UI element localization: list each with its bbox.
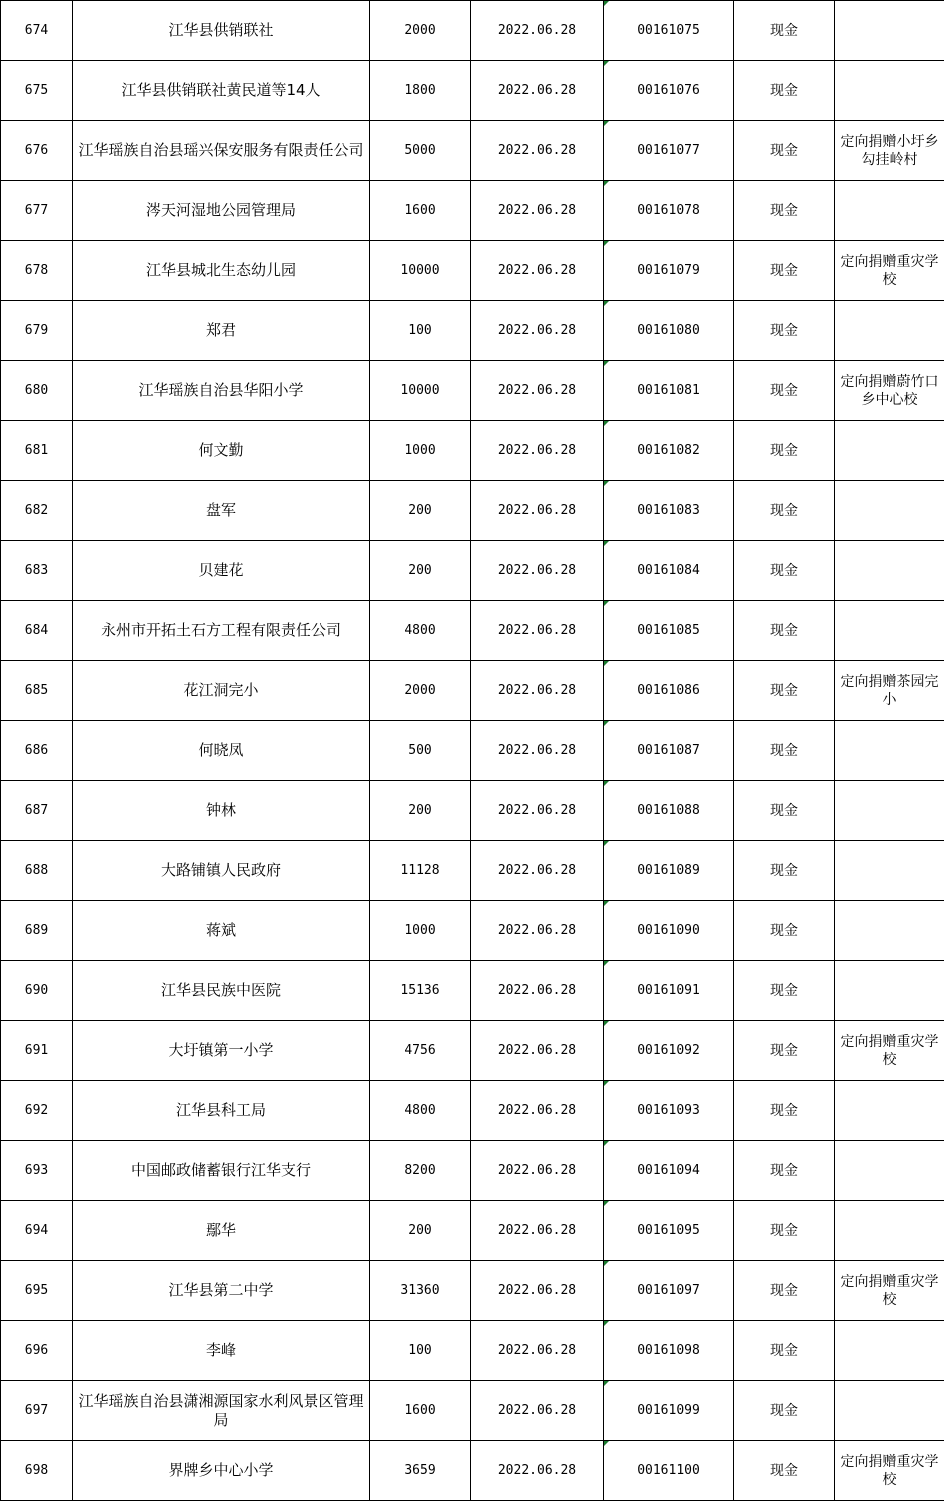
table-row — [1, 721, 944, 781]
row-number-cell: 692 — [1, 1081, 73, 1141]
donor-name-cell: 江华县科工局 — [73, 1081, 370, 1141]
date-cell: 2022.06.28 — [471, 1201, 604, 1261]
cell-corner-marker-icon — [604, 781, 609, 786]
amount-cell: 1600 — [370, 1381, 471, 1441]
receipt-number-cell: 00161090 — [604, 901, 734, 961]
note-cell: 定向捐赠小圩乡勾挂岭村 — [835, 121, 944, 181]
donor-name-cell: 中国邮政储蓄银行江华支行 — [73, 1141, 370, 1201]
donor-name-cell: 江华瑶族自治县瑶兴保安服务有限责任公司 — [73, 121, 370, 181]
receipt-number-cell: 00161076 — [604, 61, 734, 121]
donor-name-cell: 蒋斌 — [73, 901, 370, 961]
date-cell: 2022.06.28 — [471, 1321, 604, 1381]
receipt-number-cell: 00161100 — [604, 1441, 734, 1501]
payment-method-cell: 现金 — [734, 541, 835, 601]
receipt-number-cell: 00161083 — [604, 481, 734, 541]
row-number-cell: 679 — [1, 301, 73, 361]
date-cell: 2022.06.28 — [471, 121, 604, 181]
table-row — [1, 1321, 944, 1381]
note-cell — [835, 1081, 944, 1141]
amount-cell: 200 — [370, 541, 471, 601]
receipt-number-cell: 00161089 — [604, 841, 734, 901]
note-cell — [835, 301, 944, 361]
payment-method-cell: 现金 — [734, 121, 835, 181]
note-cell — [835, 781, 944, 841]
row-number-cell: 675 — [1, 61, 73, 121]
note-cell — [835, 721, 944, 781]
table-row — [1, 901, 944, 961]
amount-cell: 1600 — [370, 181, 471, 241]
payment-method-cell: 现金 — [734, 1201, 835, 1261]
payment-method-cell: 现金 — [734, 721, 835, 781]
donor-name-cell: 江华县供销联社 — [73, 1, 370, 61]
receipt-number-cell: 00161098 — [604, 1321, 734, 1381]
date-cell: 2022.06.28 — [471, 961, 604, 1021]
donor-name-cell: 李峰 — [73, 1321, 370, 1381]
date-cell: 2022.06.28 — [471, 421, 604, 481]
donor-name-cell: 钟林 — [73, 781, 370, 841]
note-cell — [835, 1141, 944, 1201]
payment-method-cell: 现金 — [734, 601, 835, 661]
payment-method-cell: 现金 — [734, 1081, 835, 1141]
row-number-cell: 683 — [1, 541, 73, 601]
note-cell — [835, 1321, 944, 1381]
note-cell — [835, 421, 944, 481]
table-row — [1, 241, 944, 301]
amount-cell: 1000 — [370, 901, 471, 961]
receipt-number-cell: 00161079 — [604, 241, 734, 301]
payment-method-cell: 现金 — [734, 1261, 835, 1321]
note-cell — [835, 61, 944, 121]
row-number-cell: 676 — [1, 121, 73, 181]
date-cell: 2022.06.28 — [471, 841, 604, 901]
donor-name-cell: 花江洞完小 — [73, 661, 370, 721]
row-number-cell: 674 — [1, 1, 73, 61]
table-row — [1, 781, 944, 841]
donor-name-cell: 盘军 — [73, 481, 370, 541]
table-row — [1, 361, 944, 421]
table-row — [1, 661, 944, 721]
date-cell: 2022.06.28 — [471, 901, 604, 961]
amount-cell: 2000 — [370, 661, 471, 721]
payment-method-cell: 现金 — [734, 1021, 835, 1081]
cell-corner-marker-icon — [604, 961, 609, 966]
receipt-number-cell: 00161097 — [604, 1261, 734, 1321]
donor-name-cell: 何文勤 — [73, 421, 370, 481]
note-cell: 定向捐赠重灾学校 — [835, 241, 944, 301]
receipt-number-cell: 00161088 — [604, 781, 734, 841]
row-number-cell: 693 — [1, 1141, 73, 1201]
donor-name-cell: 何晓凤 — [73, 721, 370, 781]
row-number-cell: 698 — [1, 1441, 73, 1501]
receipt-number-cell: 00161081 — [604, 361, 734, 421]
receipt-number-cell: 00161092 — [604, 1021, 734, 1081]
table-row — [1, 181, 944, 241]
payment-method-cell: 现金 — [734, 1321, 835, 1381]
donor-name-cell: 江华瑶族自治县潇湘源国家水利风景区管理局 — [73, 1381, 370, 1441]
cell-corner-marker-icon — [604, 181, 609, 186]
donor-name-cell: 鄢华 — [73, 1201, 370, 1261]
note-cell: 定向捐赠重灾学校 — [835, 1021, 944, 1081]
table-row — [1, 1381, 944, 1441]
donor-name-cell: 永州市开拓土石方工程有限责任公司 — [73, 601, 370, 661]
donor-name-cell: 涔天河湿地公园管理局 — [73, 181, 370, 241]
amount-cell: 200 — [370, 781, 471, 841]
row-number-cell: 691 — [1, 1021, 73, 1081]
receipt-number-cell: 00161093 — [604, 1081, 734, 1141]
receipt-number-cell: 00161078 — [604, 181, 734, 241]
donor-name-cell: 江华县供销联社黄民道等14人 — [73, 61, 370, 121]
amount-cell: 200 — [370, 481, 471, 541]
receipt-number-cell: 00161085 — [604, 601, 734, 661]
date-cell: 2022.06.28 — [471, 241, 604, 301]
cell-corner-marker-icon — [604, 1201, 609, 1206]
cell-corner-marker-icon — [604, 541, 609, 546]
row-number-cell: 686 — [1, 721, 73, 781]
cell-corner-marker-icon — [604, 241, 609, 246]
amount-cell: 200 — [370, 1201, 471, 1261]
date-cell: 2022.06.28 — [471, 1141, 604, 1201]
receipt-number-cell: 00161077 — [604, 121, 734, 181]
donor-name-cell: 江华县民族中医院 — [73, 961, 370, 1021]
amount-cell: 10000 — [370, 361, 471, 421]
amount-cell: 1000 — [370, 421, 471, 481]
date-cell: 2022.06.28 — [471, 301, 604, 361]
cell-corner-marker-icon — [604, 61, 609, 66]
receipt-number-cell: 00161087 — [604, 721, 734, 781]
payment-method-cell: 现金 — [734, 241, 835, 301]
row-number-cell: 684 — [1, 601, 73, 661]
cell-corner-marker-icon — [604, 121, 609, 126]
payment-method-cell: 现金 — [734, 361, 835, 421]
cell-corner-marker-icon — [604, 361, 609, 366]
row-number-cell: 681 — [1, 421, 73, 481]
date-cell: 2022.06.28 — [471, 1261, 604, 1321]
donor-name-cell: 界牌乡中心小学 — [73, 1441, 370, 1501]
row-number-cell: 689 — [1, 901, 73, 961]
row-number-cell: 696 — [1, 1321, 73, 1381]
table-row — [1, 1441, 944, 1501]
table-row — [1, 1261, 944, 1321]
table-row — [1, 301, 944, 361]
table-row — [1, 1, 944, 61]
receipt-number-cell: 00161086 — [604, 661, 734, 721]
note-cell — [835, 841, 944, 901]
date-cell: 2022.06.28 — [471, 1021, 604, 1081]
payment-method-cell: 现金 — [734, 1, 835, 61]
date-cell: 2022.06.28 — [471, 481, 604, 541]
donor-name-cell: 郑君 — [73, 301, 370, 361]
amount-cell: 15136 — [370, 961, 471, 1021]
row-number-cell: 688 — [1, 841, 73, 901]
amount-cell: 8200 — [370, 1141, 471, 1201]
row-number-cell: 690 — [1, 961, 73, 1021]
note-cell — [835, 961, 944, 1021]
cell-corner-marker-icon — [604, 421, 609, 426]
date-cell: 2022.06.28 — [471, 1081, 604, 1141]
table-row — [1, 421, 944, 481]
table-row — [1, 1201, 944, 1261]
amount-cell: 1800 — [370, 61, 471, 121]
amount-cell: 31360 — [370, 1261, 471, 1321]
receipt-number-cell: 00161094 — [604, 1141, 734, 1201]
cell-corner-marker-icon — [604, 601, 609, 606]
amount-cell: 2000 — [370, 1, 471, 61]
row-number-cell: 682 — [1, 481, 73, 541]
date-cell: 2022.06.28 — [471, 1, 604, 61]
donor-name-cell: 大路铺镇人民政府 — [73, 841, 370, 901]
cell-corner-marker-icon — [604, 901, 609, 906]
donor-name-cell: 贝建花 — [73, 541, 370, 601]
donor-name-cell: 大圩镇第一小学 — [73, 1021, 370, 1081]
table-row — [1, 961, 944, 1021]
amount-cell: 100 — [370, 301, 471, 361]
table-row — [1, 1021, 944, 1081]
note-cell: 定向捐赠重灾学校 — [835, 1441, 944, 1501]
table-row — [1, 481, 944, 541]
payment-method-cell: 现金 — [734, 481, 835, 541]
cell-corner-marker-icon — [604, 301, 609, 306]
amount-cell: 4756 — [370, 1021, 471, 1081]
payment-method-cell: 现金 — [734, 781, 835, 841]
note-cell — [835, 901, 944, 961]
donor-name-cell: 江华县第二中学 — [73, 1261, 370, 1321]
note-cell — [835, 181, 944, 241]
note-cell: 定向捐赠蔚竹口乡中心校 — [835, 361, 944, 421]
date-cell: 2022.06.28 — [471, 721, 604, 781]
amount-cell: 11128 — [370, 841, 471, 901]
date-cell: 2022.06.28 — [471, 181, 604, 241]
payment-method-cell: 现金 — [734, 181, 835, 241]
receipt-number-cell: 00161082 — [604, 421, 734, 481]
table-row — [1, 61, 944, 121]
note-cell: 定向捐赠茶园完小 — [835, 661, 944, 721]
amount-cell: 3659 — [370, 1441, 471, 1501]
amount-cell: 4800 — [370, 601, 471, 661]
cell-corner-marker-icon — [604, 841, 609, 846]
row-number-cell: 678 — [1, 241, 73, 301]
cell-corner-marker-icon — [604, 1441, 609, 1446]
date-cell: 2022.06.28 — [471, 361, 604, 421]
payment-method-cell: 现金 — [734, 961, 835, 1021]
table-row — [1, 1081, 944, 1141]
donor-name-cell: 江华瑶族自治县华阳小学 — [73, 361, 370, 421]
payment-method-cell: 现金 — [734, 421, 835, 481]
row-number-cell: 697 — [1, 1381, 73, 1441]
amount-cell: 10000 — [370, 241, 471, 301]
donor-name-cell: 江华县城北生态幼儿园 — [73, 241, 370, 301]
amount-cell: 5000 — [370, 121, 471, 181]
table-row — [1, 121, 944, 181]
receipt-number-cell: 00161099 — [604, 1381, 734, 1441]
note-cell — [835, 541, 944, 601]
row-number-cell: 677 — [1, 181, 73, 241]
cell-corner-marker-icon — [604, 481, 609, 486]
row-number-cell: 695 — [1, 1261, 73, 1321]
amount-cell: 4800 — [370, 1081, 471, 1141]
cell-corner-marker-icon — [604, 1261, 609, 1266]
note-cell: 定向捐赠重灾学校 — [835, 1261, 944, 1321]
payment-method-cell: 现金 — [734, 301, 835, 361]
table-row — [1, 601, 944, 661]
payment-method-cell: 现金 — [734, 1141, 835, 1201]
payment-method-cell: 现金 — [734, 61, 835, 121]
note-cell — [835, 1381, 944, 1441]
note-cell — [835, 1, 944, 61]
receipt-number-cell: 00161084 — [604, 541, 734, 601]
payment-method-cell: 现金 — [734, 841, 835, 901]
table-row — [1, 1141, 944, 1201]
payment-method-cell: 现金 — [734, 1381, 835, 1441]
row-number-cell: 680 — [1, 361, 73, 421]
cell-corner-marker-icon — [604, 1141, 609, 1146]
cell-corner-marker-icon — [604, 1321, 609, 1326]
note-cell — [835, 601, 944, 661]
date-cell: 2022.06.28 — [471, 1381, 604, 1441]
note-cell — [835, 1201, 944, 1261]
row-number-cell: 694 — [1, 1201, 73, 1261]
row-number-cell: 687 — [1, 781, 73, 841]
cell-corner-marker-icon — [604, 721, 609, 726]
date-cell: 2022.06.28 — [471, 601, 604, 661]
date-cell: 2022.06.28 — [471, 61, 604, 121]
date-cell: 2022.06.28 — [471, 661, 604, 721]
row-number-cell: 685 — [1, 661, 73, 721]
table-row — [1, 541, 944, 601]
date-cell: 2022.06.28 — [471, 1441, 604, 1501]
payment-method-cell: 现金 — [734, 1441, 835, 1501]
note-cell — [835, 481, 944, 541]
date-cell: 2022.06.28 — [471, 781, 604, 841]
cell-corner-marker-icon — [604, 1381, 609, 1386]
table-row — [1, 841, 944, 901]
date-cell: 2022.06.28 — [471, 541, 604, 601]
amount-cell: 100 — [370, 1321, 471, 1381]
cell-corner-marker-icon — [604, 1021, 609, 1026]
receipt-number-cell: 00161091 — [604, 961, 734, 1021]
payment-method-cell: 现金 — [734, 661, 835, 721]
donation-table-body — [1, 1, 944, 1501]
receipt-number-cell: 00161075 — [604, 1, 734, 61]
cell-corner-marker-icon — [604, 661, 609, 666]
receipt-number-cell: 00161095 — [604, 1201, 734, 1261]
cell-corner-marker-icon — [604, 1, 609, 6]
payment-method-cell: 现金 — [734, 901, 835, 961]
receipt-number-cell: 00161080 — [604, 301, 734, 361]
cell-corner-marker-icon — [604, 1081, 609, 1086]
amount-cell: 500 — [370, 721, 471, 781]
